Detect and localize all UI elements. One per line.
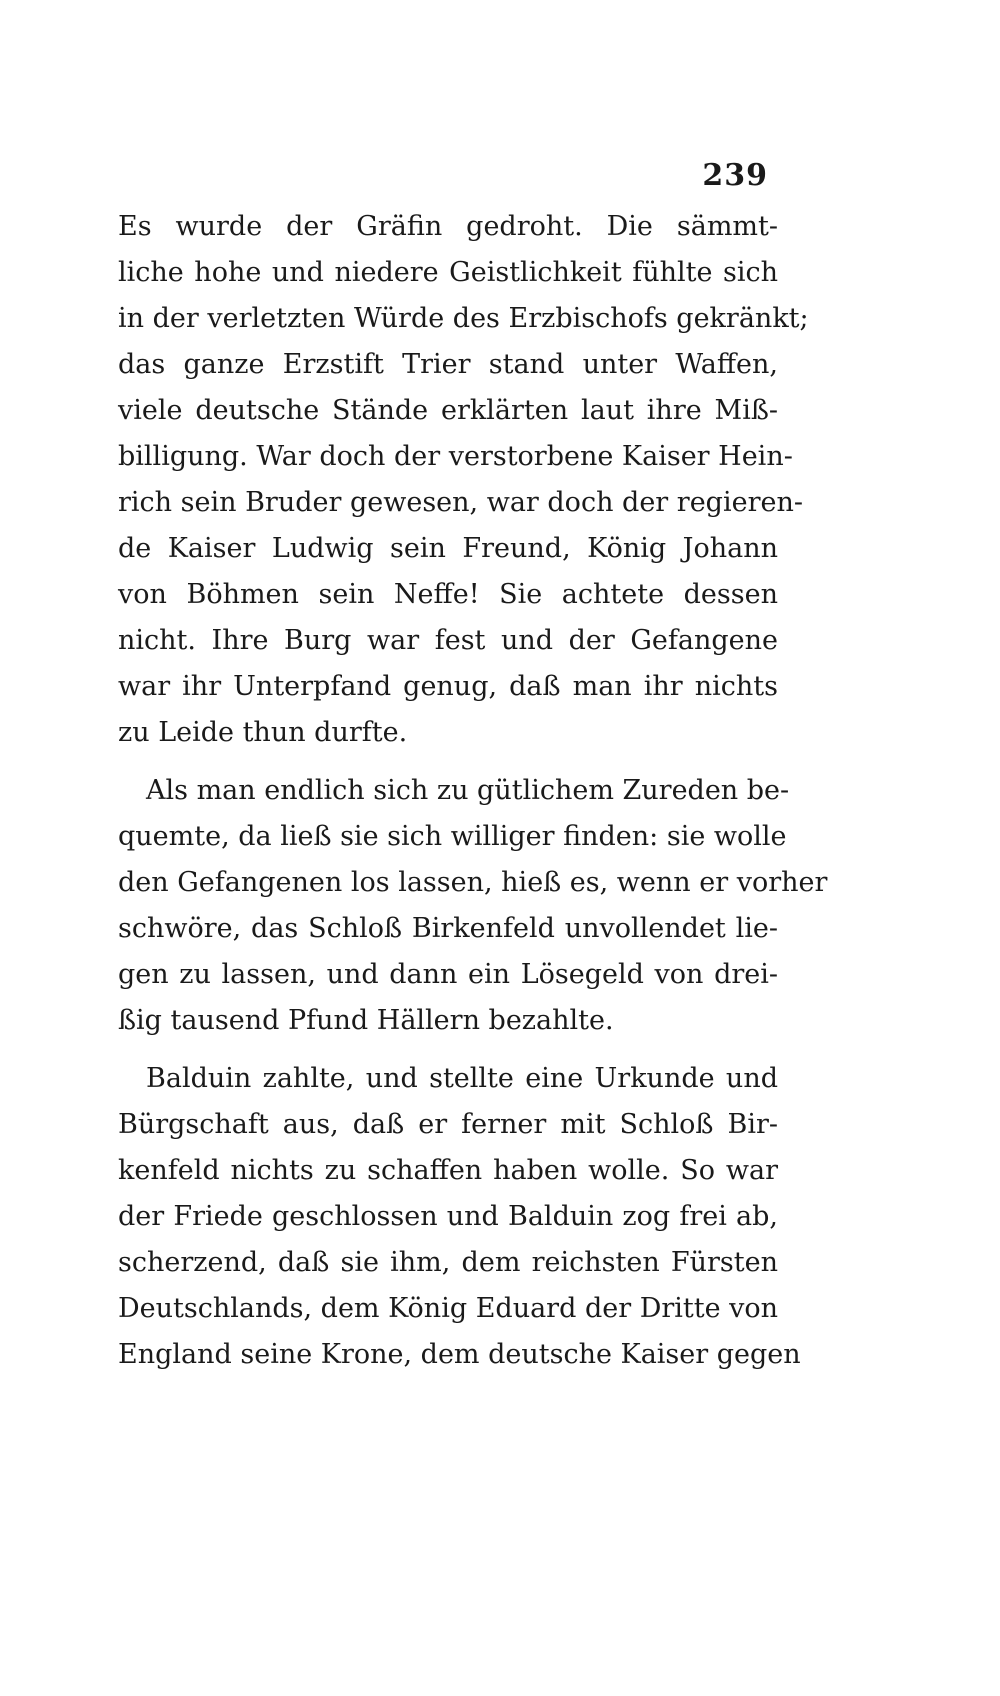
text-line: zu Leide thun durfte.	[118, 717, 408, 748]
page-number: 239	[702, 158, 768, 193]
text-line: quemte, da ließ sie sich williger finden: sie wolle	[118, 821, 787, 852]
text-line: war ihr Unterpfand genug, daß man ihr nichts	[118, 671, 778, 702]
text-line: nicht. Ihre Burg war fest und der Gefangene	[118, 625, 778, 656]
text-line: de Kaiser Ludwig sein Freund, König Johann	[118, 533, 778, 564]
text-line: Balduin zahlte, und stellte eine Urkunde und	[146, 1063, 778, 1094]
body-text	[118, 204, 828, 1378]
paragraph-gap	[118, 756, 778, 768]
text-line: England seine Krone, dem deutsche Kaiser gegen	[118, 1339, 801, 1370]
text-line: billigung. War doch der verstorbene Kaiser Hein-	[118, 441, 793, 472]
text-line: Es wurde der Gräfin gedroht. Die sämmt-	[118, 211, 778, 242]
text-line: von Böhmen sein Neffe! Sie achtete dessen	[118, 579, 778, 610]
text-line: der Friede geschlossen und Balduin zog frei ab,	[118, 1201, 778, 1232]
text-line: das ganze Erzstift Trier stand unter Waffen,	[118, 349, 778, 380]
text-line: kenfeld nichts zu schaffen haben wolle. So war	[118, 1155, 778, 1186]
text-line: scherzend, daß sie ihm, dem reichsten Fürsten	[118, 1247, 778, 1278]
text-line: den Gefangenen los lassen, hieß es, wenn er vorher	[118, 867, 828, 898]
text-line: viele deutsche Stände erklärten laut ihre Miß-	[118, 395, 778, 426]
text-line: gen zu lassen, und dann ein Lösegeld von drei-	[118, 959, 778, 990]
text-line: ßig tausend Pfund Hällern bezahlte.	[118, 1005, 614, 1036]
text-line: rich sein Bruder gewesen, war doch der regieren-	[118, 487, 803, 518]
text-line: in der verletzten Würde des Erzbischofs gekränkt;	[118, 303, 809, 334]
paragraph-gap	[118, 1044, 778, 1056]
text-line: Bürgschaft aus, daß er ferner mit Schloß Bir-	[118, 1109, 778, 1140]
text-line: Als man endlich sich zu gütlichem Zureden be-	[146, 775, 790, 806]
text-line: liche hohe und niedere Geistlichkeit fühlte sich	[118, 257, 778, 288]
text-line: schwöre, das Schloß Birkenfeld unvollendet lie-	[118, 913, 778, 944]
text-line: Deutschlands, dem König Eduard der Dritte von	[118, 1293, 779, 1324]
